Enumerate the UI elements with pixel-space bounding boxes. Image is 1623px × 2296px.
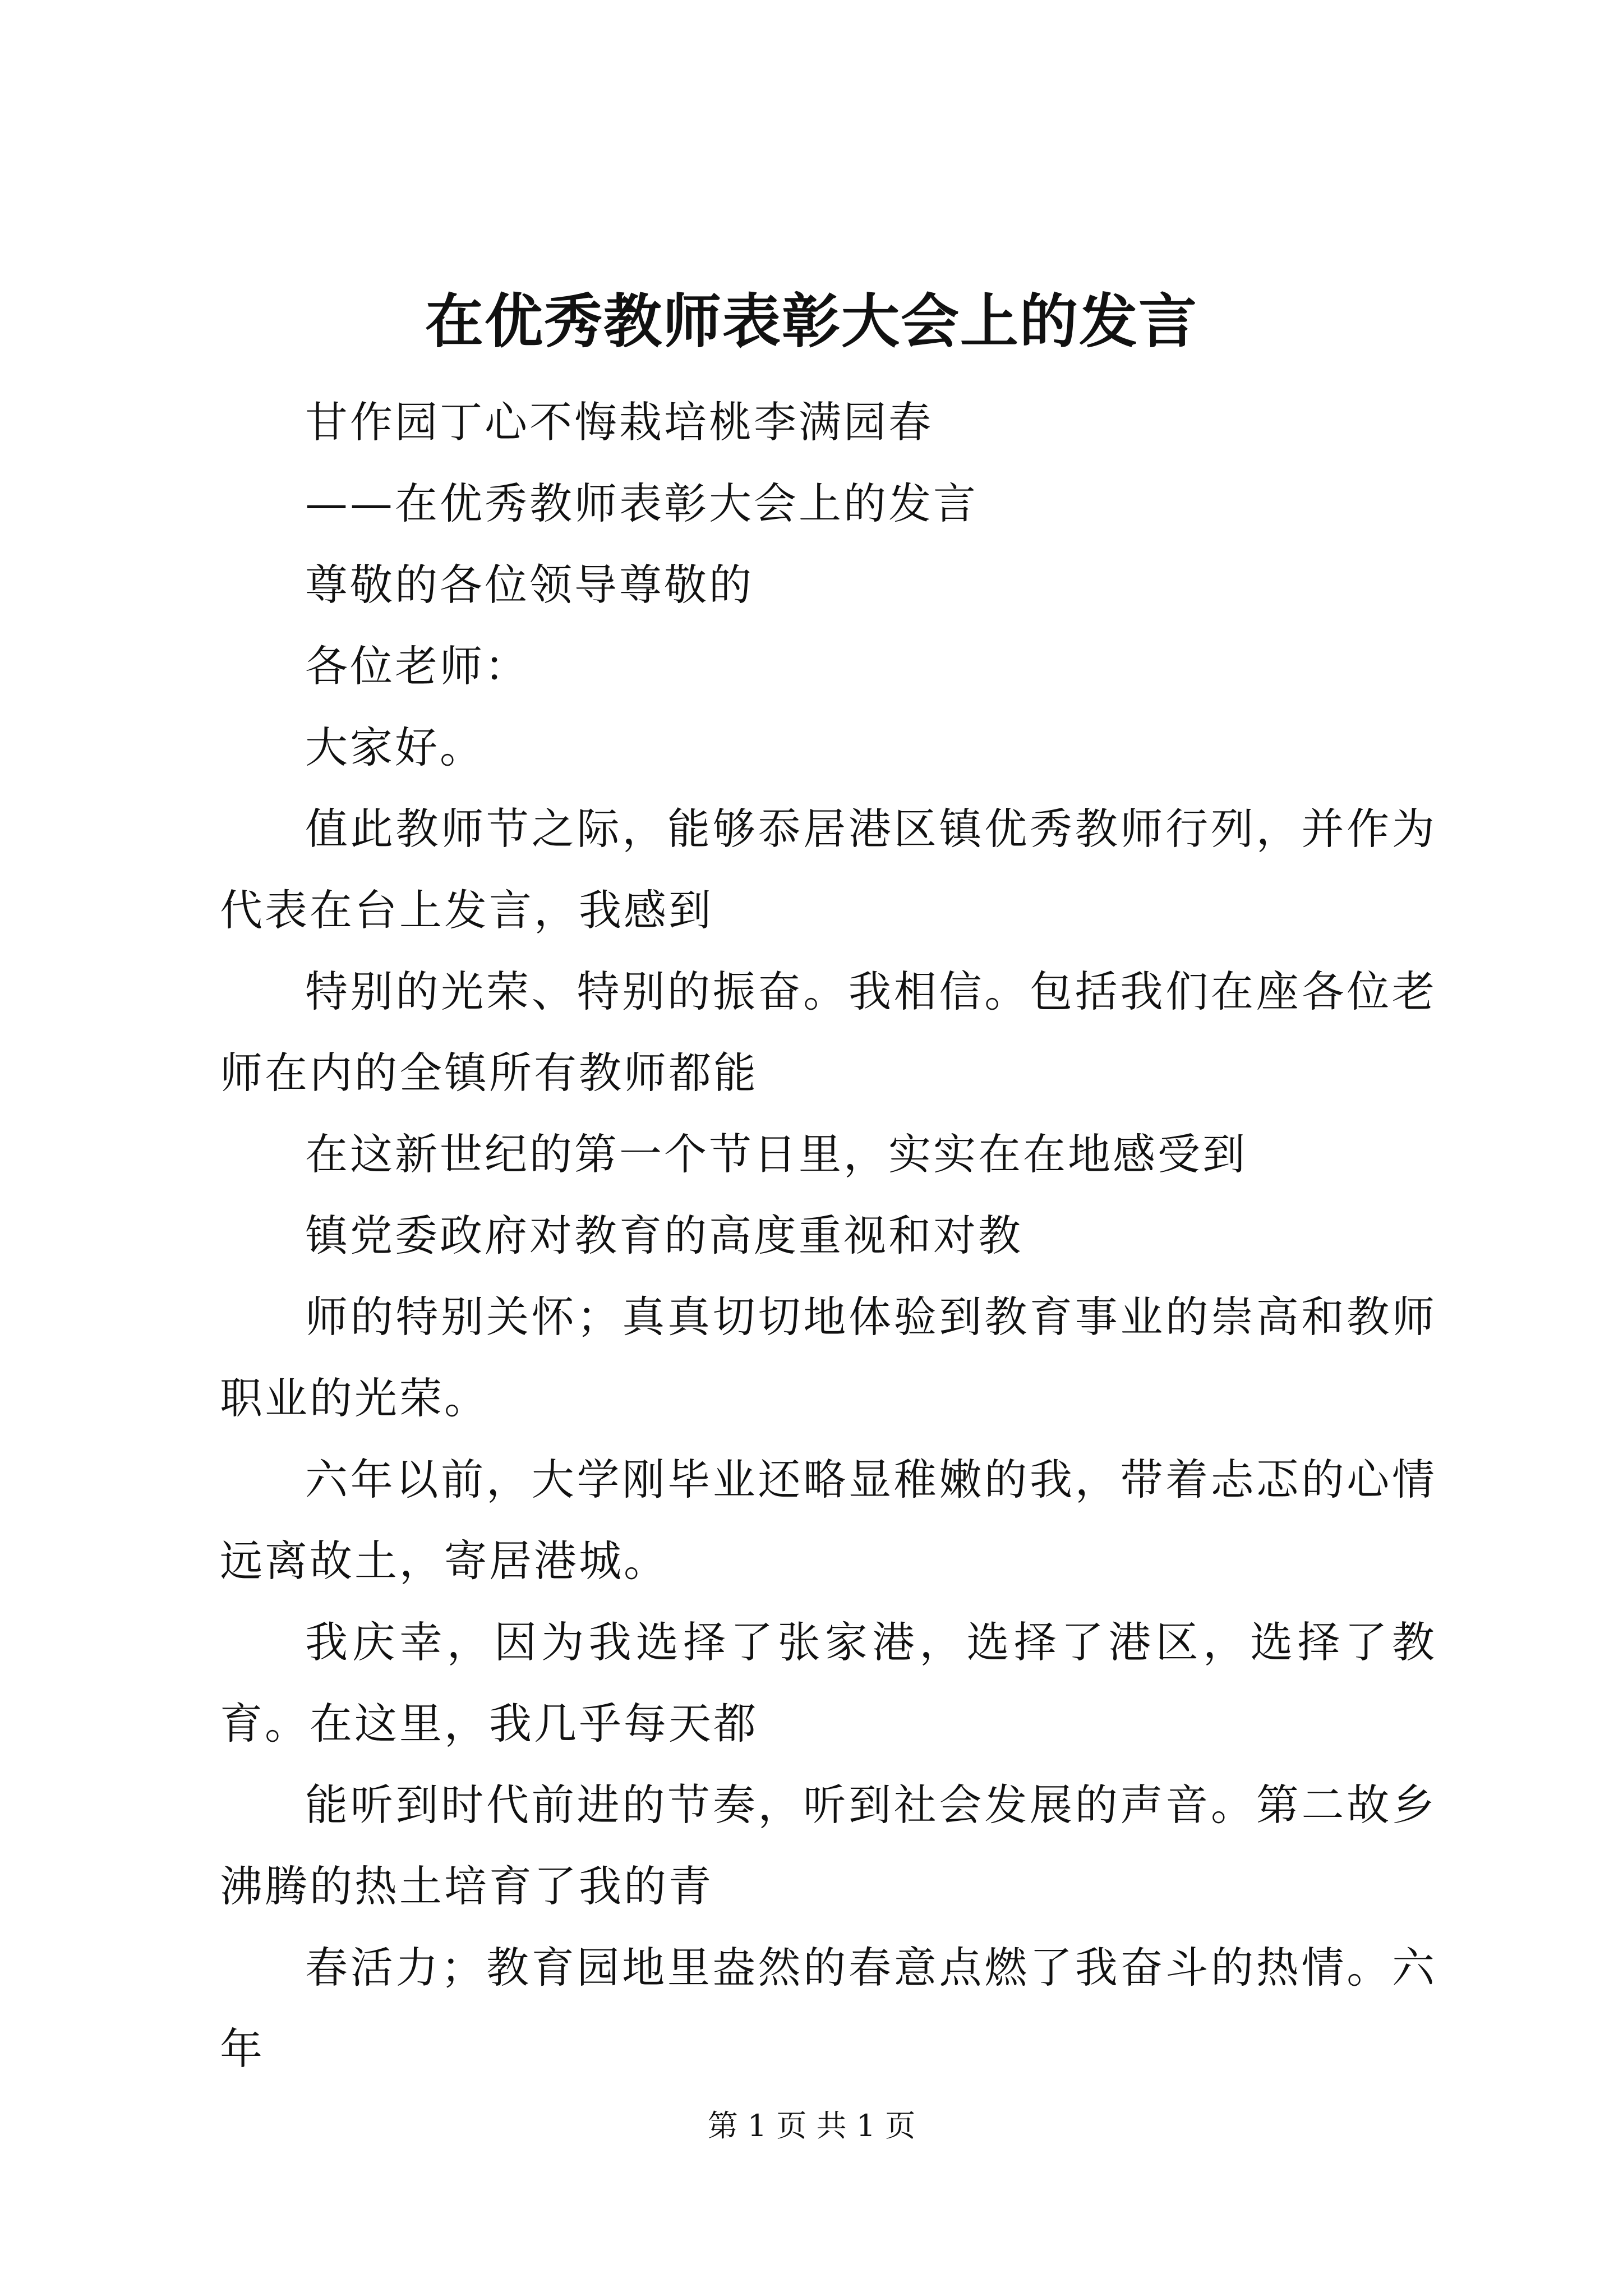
paragraph: 能听到时代前进的节奏，听到社会发展的声音。第二故乡沸腾的热土培育了我的青 (220, 1780, 1437, 1911)
paragraph: 甘作园丁心不悔栽培桃李满园春 (305, 397, 933, 447)
document-title: 在优秀教师表彰大会上的发言 (425, 287, 1198, 356)
paragraph: 值此教师节之际，能够忝居港区镇优秀教师行列，并作为代表在台上发言，我感到 (220, 804, 1437, 935)
page-number-footer: 第 1 页 共 1 页 (707, 2108, 916, 2143)
document-body (220, 381, 1437, 2090)
paragraph: 六年以前，大学刚毕业还略显稚嫩的我，带着忐忑的心情远离故土，寄居港城。 (220, 1455, 1437, 1586)
paragraph: 特别的光荣、特别的振奋。我相信。包括我们在座各位老师在内的全镇所有教师都能 (220, 967, 1437, 1098)
paragraph: 师的特别关怀；真真切切地体验到教育事业的崇高和教师职业的光荣。 (220, 1292, 1437, 1423)
paragraph: 春活力；教育园地里盎然的春意点燃了我奋斗的热情。六年 (220, 1943, 1437, 2074)
paragraph: 尊敬的各位领导尊敬的 (305, 560, 754, 610)
paragraph: 我庆幸，因为我选择了张家港，选择了港区，选择了教育。在这里，我几乎每天都 (220, 1617, 1437, 1749)
paragraph: 镇党委政府对教育的高度重视和对教 (305, 1211, 1023, 1260)
paragraph: 在这新世纪的第一个节日里，实实在在地感受到 (305, 1129, 1247, 1179)
paragraph: ——在优秀教师表彰大会上的发言 (305, 478, 978, 528)
paragraph: 各位老师： (305, 641, 529, 691)
paragraph: 大家好。 (305, 723, 485, 772)
